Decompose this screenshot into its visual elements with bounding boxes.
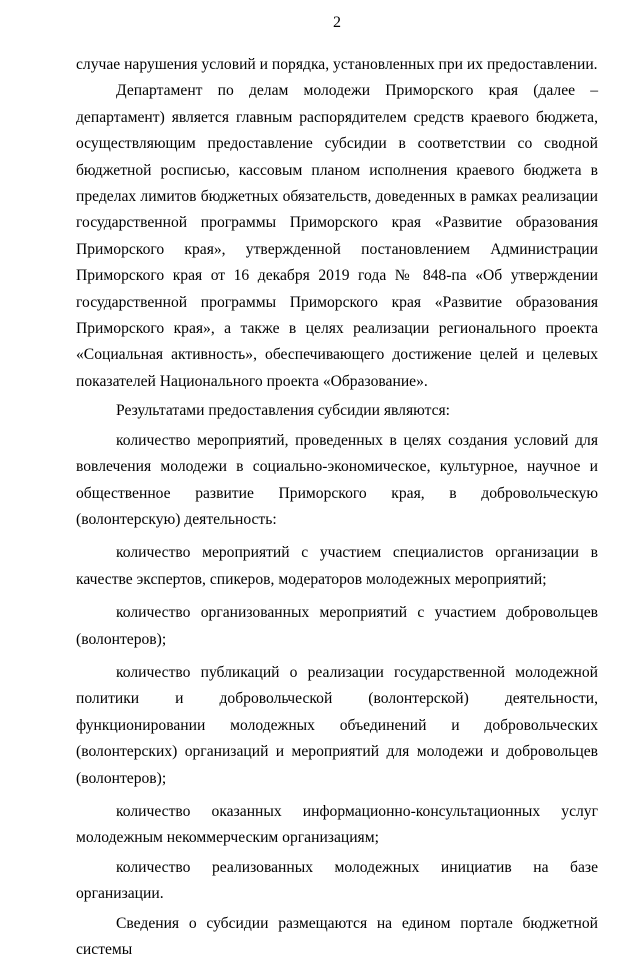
paragraph-result-consulting: количество оказанных информационно-консультационных услуг молодежным некоммерческим организациям;	[76, 802, 598, 847]
paragraph-subsidy-info: Сведения о субсидии размещаются на едином портале бюджетной системы	[76, 914, 598, 958]
page-number: 2	[333, 14, 341, 31]
paragraph-result-volunteers: количество организованных мероприятий с участием добровольцев (волонтеров);	[76, 604, 598, 648]
paragraph-result-publications: количество публикаций о реализации государственной молодежной политики и добровольческой (волонтерской) деятельности, функционировании молодежных объединений и добровольческих (волонтерских) организаций и мероприятий для молодежи и добровольцев (волонтеров);	[76, 663, 598, 787]
paragraph-department: Департамент по делам молодежи Приморского края (далее – департамент) является главным распорядителем средств краевого бюджета, осуществляющим предоставление субсидии в соответствии со сводной бюджетной росписью, кассовым планом исполнения краевого бюджета в пределах лимитов бюджетных обязательств, доведенных в рамках реализации государственной программы Приморского края «Развитие образования Приморского края», утвержденной постановлением Администрации Приморского края от 16 декабря 2019 года № 848-па «Об утверждении государственной программы Приморского края «Развитие образования Приморского края», а также в целях реализации регионального проекта «Социальная активность», обеспечивающего достижение целей и целевых показателей Национального проекта «Образование».	[76, 82, 598, 390]
paragraph-results-intro: Результатами предоставления субсидии являются:	[116, 402, 451, 420]
paragraph-result-initiatives: количество реализованных молодежных инициатив на базе организации.	[76, 858, 598, 903]
paragraph-result-specialists: количество мероприятий с участием специалистов организации в качестве экспертов, спикеров, модераторов молодежных мероприятий;	[76, 544, 598, 588]
paragraph-result-events: количество мероприятий, проведенных в целях создания условий для вовлечения молодежи в социально-экономическое, культурное, научное и общественное развитие Приморского края, в добровольческую (волонтерскую) деятельность:	[76, 431, 598, 528]
paragraph-continuation: случае нарушения условий и порядка, установленных при их предоставлении.	[76, 56, 598, 73]
